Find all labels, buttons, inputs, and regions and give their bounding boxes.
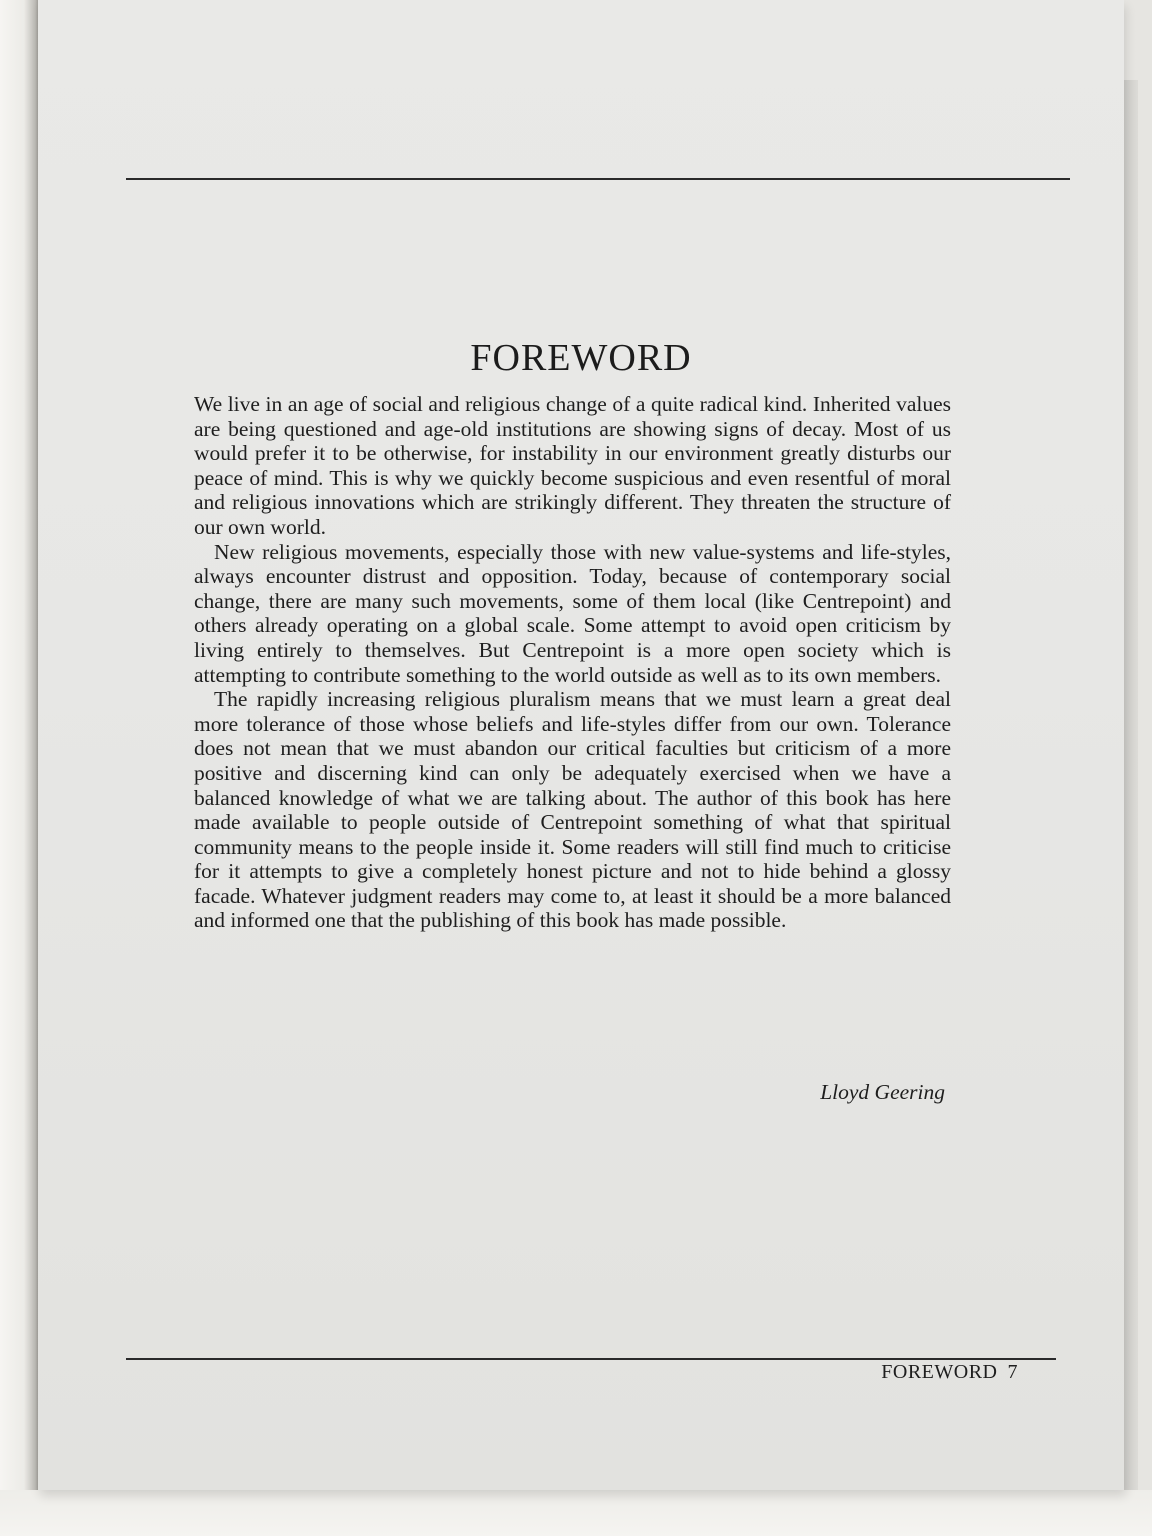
table-surface <box>0 1490 1152 1536</box>
book-page <box>38 0 1124 1490</box>
paragraph-2: New religious movements, especially those with new value-systems and life-styles, always encounter distrust and opposition. Today, because of contemporary social change, there are many such movements, some of them local (like Centrepoint) and others already operating on a global scale. Some attempt to avoid open criticism by living entirely to themselves. But Centrepoint is a more open society which is attempting to contribute something to the world outside as well as to its own members. <box>194 539 951 687</box>
paragraph-1: We live in an age of social and religious change of a quite radical kind. Inherited values are being questioned and age-old institutions are showing signs of decay. Most of us would prefer it to be otherwise, for instability in our environment greatly disturbs our peace of mind. This is why we quickly become suspicious and even resentful of moral and religious innovations which are strikingly different. They threaten the structure of our own world. <box>194 392 951 539</box>
foreword-body <box>194 392 951 933</box>
footer-label: FOREWORD <box>881 1361 998 1383</box>
bottom-rule <box>126 1358 1056 1360</box>
book-binding-edge <box>0 0 40 1536</box>
author-signature: Lloyd Geering <box>820 1080 945 1104</box>
paragraph-3: The rapidly increasing religious pluralism means that we must learn a great deal more tolerance of those whose beliefs and life-styles differ from our own. Tolerance does not mean that we must abandon our critical faculties but criticism of a more positive and discerning kind can only be adequately exercised when we have a balanced knowledge of what we are talking about. The author of this book has here made available to people outside of Centrepoint something of what that spiritual community means to the people inside it. Some readers will still find much to criticise for it attempts to give a completely honest picture and not to hide behind a glossy facade. Whatever judgment readers may come to, at least it should be a more balanced and informed one that the publishing of this book has made possible. <box>194 687 951 933</box>
top-rule <box>126 178 1070 180</box>
page-heading: FOREWORD <box>470 337 692 379</box>
running-footer <box>798 1361 1018 1384</box>
page-number: 7 <box>1007 1361 1018 1383</box>
